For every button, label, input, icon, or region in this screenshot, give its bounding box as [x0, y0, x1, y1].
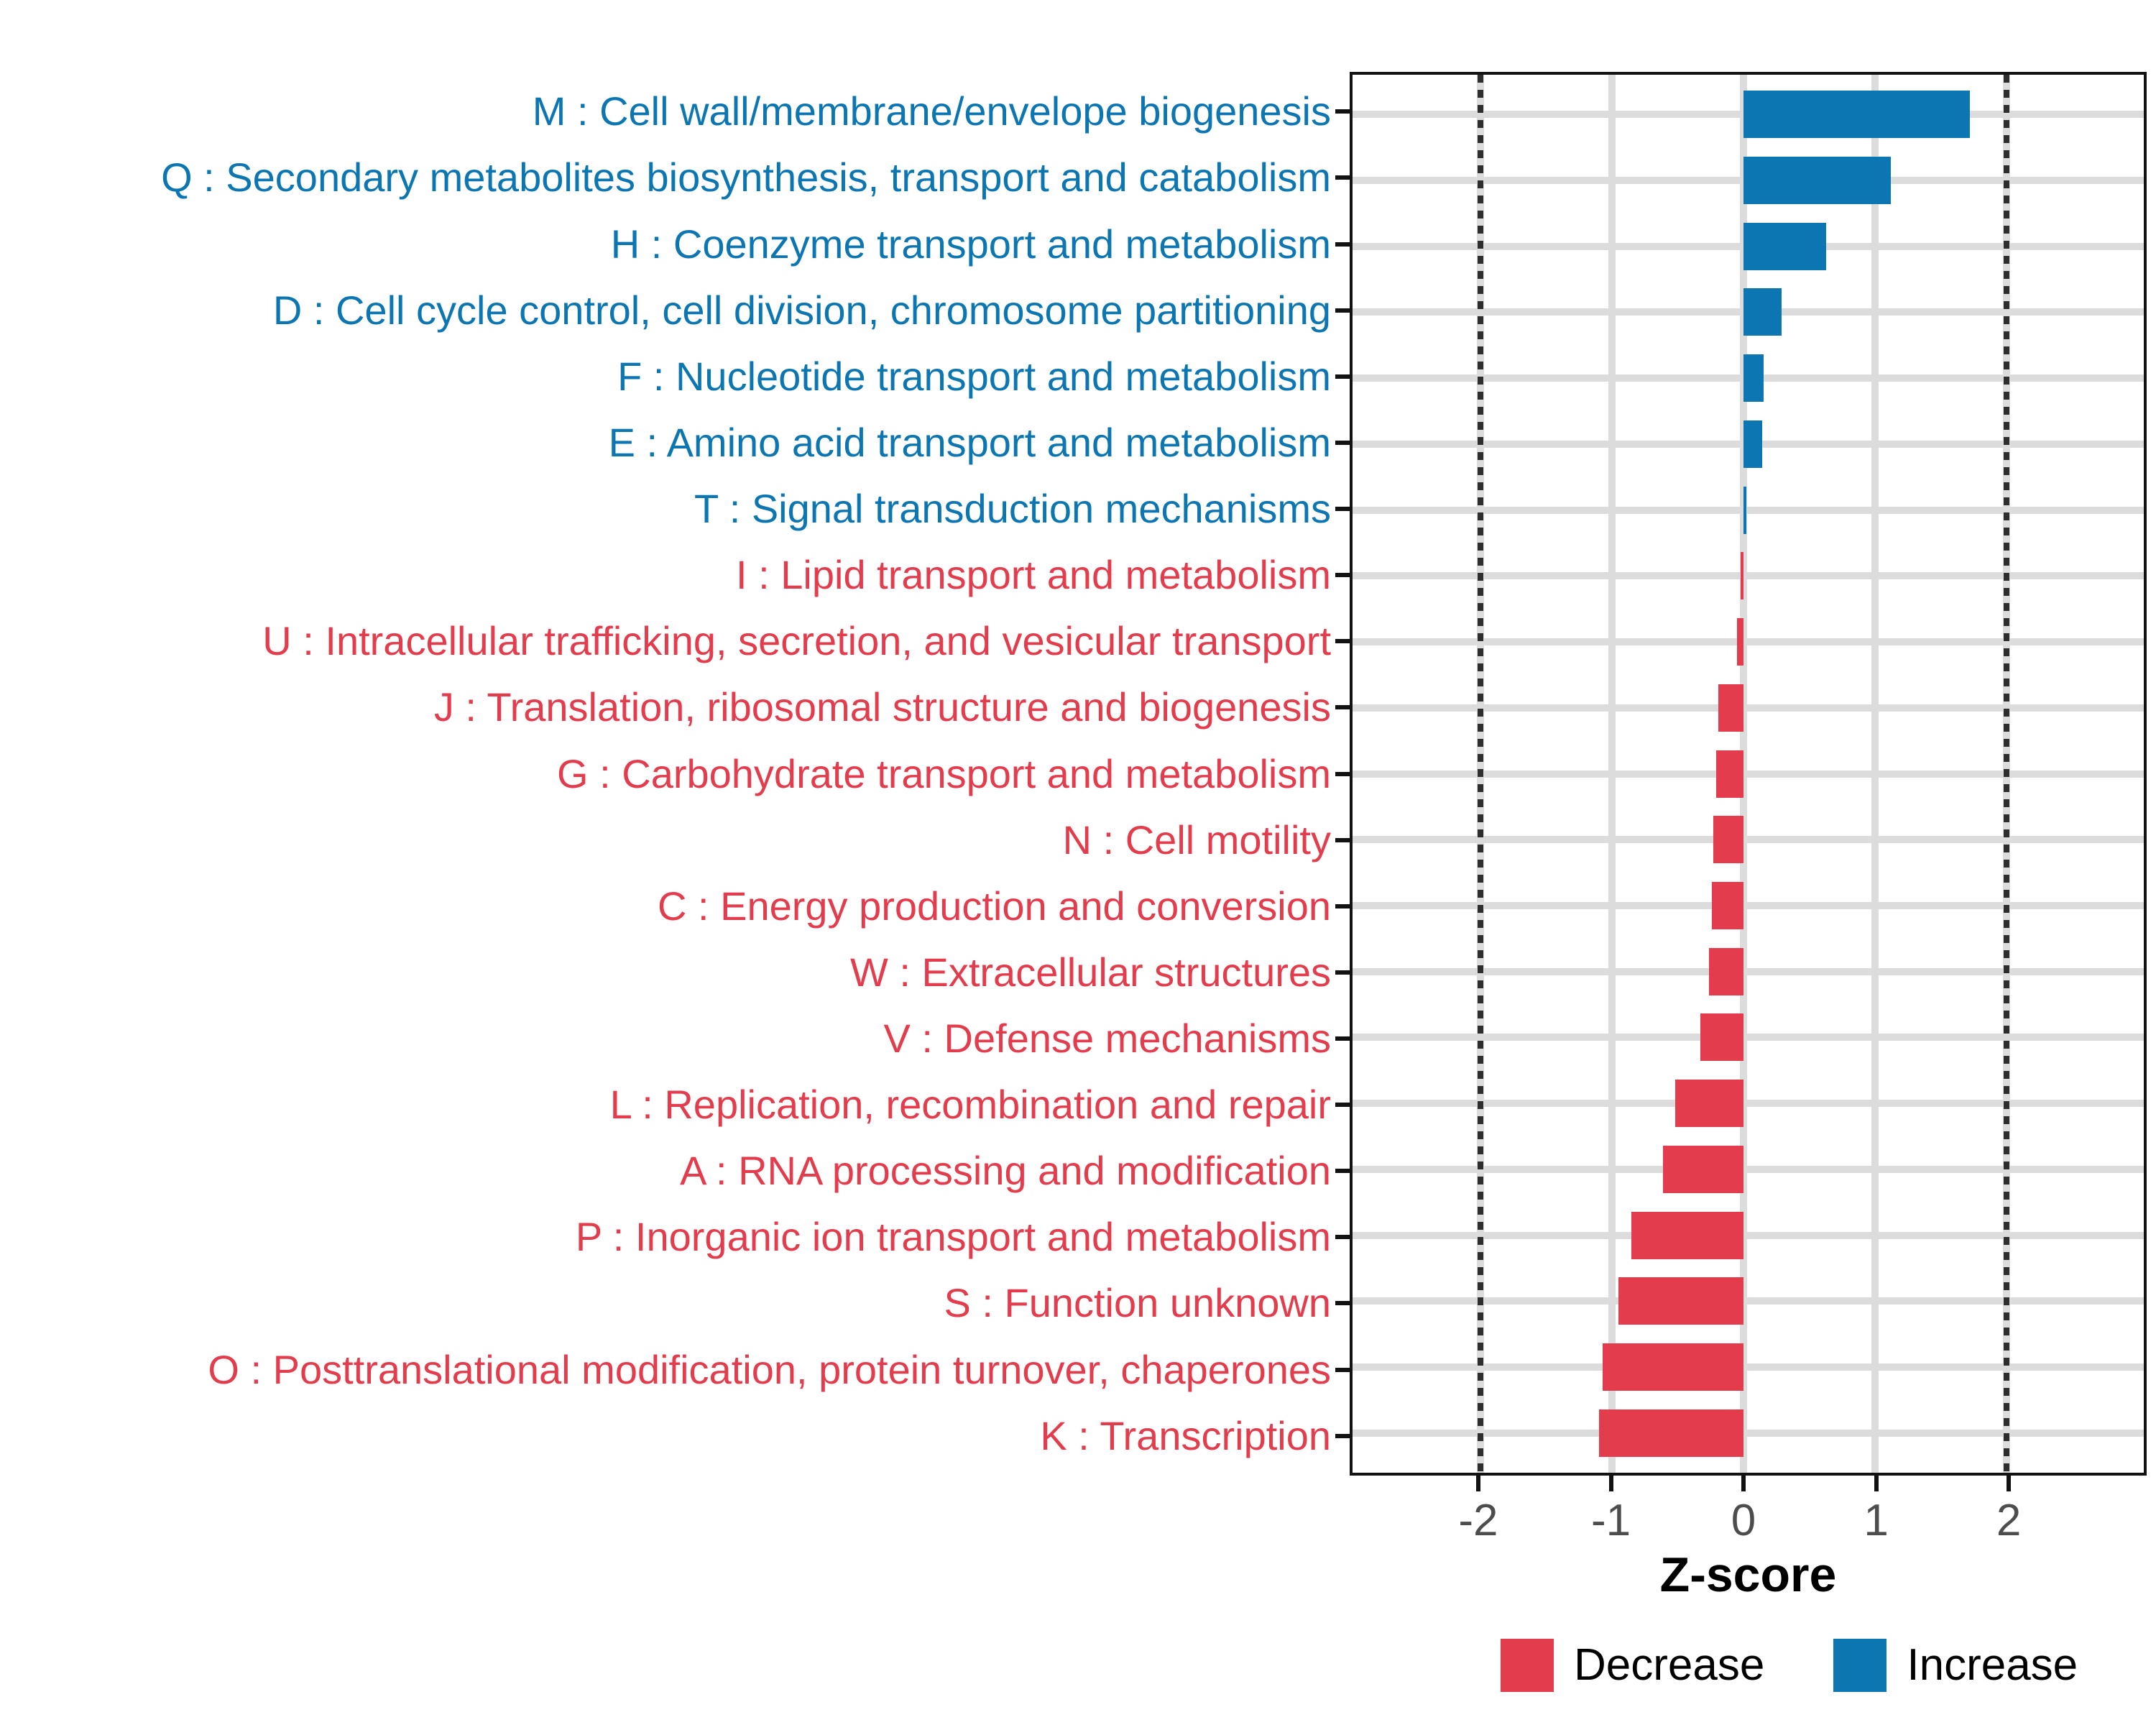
category-label-A: A : RNA processing and modification	[680, 1148, 1331, 1194]
gridline-y-P	[1353, 1232, 2144, 1239]
bar-C	[1712, 882, 1743, 929]
category-label-Q: Q : Secondary metabolites biosynthesis, transport and catabolism	[161, 155, 1331, 201]
plot-panel	[1350, 72, 2147, 1476]
gridline-y-C	[1353, 902, 2144, 909]
y-tick-F	[1335, 374, 1350, 379]
y-tick-C	[1335, 904, 1350, 908]
legend-label-increase: Increase	[1907, 1640, 2078, 1690]
bar-D	[1743, 288, 1782, 336]
bar-J	[1718, 684, 1743, 732]
gridline-y-K	[1353, 1430, 2144, 1437]
y-tick-K	[1335, 1434, 1350, 1438]
category-label-U: U : Intracellular trafficking, secretion, and vesicular transport	[262, 618, 1331, 664]
y-tick-N	[1335, 838, 1350, 842]
x-tick-label-0: 0	[1731, 1496, 1756, 1545]
category-label-F: F : Nucleotide transport and metabolism	[617, 353, 1331, 399]
y-tick-D	[1335, 308, 1350, 313]
y-tick-A	[1335, 1169, 1350, 1173]
legend-label-decrease: Decrease	[1574, 1640, 1765, 1690]
gridline-y-G	[1353, 770, 2144, 778]
bar-G	[1716, 750, 1743, 798]
bar-N	[1713, 816, 1743, 863]
x-tick-label-1: 1	[1864, 1496, 1889, 1545]
y-tick-J	[1335, 705, 1350, 709]
bar-Q	[1743, 157, 1891, 204]
y-tick-T	[1335, 507, 1350, 511]
y-tick-L	[1335, 1103, 1350, 1107]
dotted-reference-line--2	[1478, 75, 1483, 1473]
gridline-y-N	[1353, 836, 2144, 843]
y-tick-M	[1335, 109, 1350, 114]
legend-item-increase	[1833, 1639, 2078, 1692]
y-tick-W	[1335, 970, 1350, 975]
bar-A	[1663, 1146, 1743, 1193]
increase-color-swatch	[1833, 1639, 1886, 1692]
y-tick-P	[1335, 1235, 1350, 1239]
category-label-J: J : Translation, ribosomal structure and biogenesis	[433, 684, 1331, 730]
bar-E	[1743, 420, 1762, 468]
y-tick-O	[1335, 1368, 1350, 1372]
x-axis-title: Z-score	[1659, 1547, 1837, 1602]
gridline-y-A	[1353, 1166, 2144, 1173]
gridline-y-J	[1353, 704, 2144, 712]
bar-F	[1743, 354, 1763, 402]
category-label-O: O : Posttranslational modification, protein turnover, chaperones	[208, 1346, 1331, 1392]
category-label-M: M : Cell wall/membrane/envelope biogenesis	[532, 88, 1331, 134]
gridline-x-1	[1871, 75, 1879, 1473]
category-label-L: L : Replication, recombination and repair	[609, 1082, 1331, 1128]
x-tick-1	[1874, 1476, 1879, 1491]
bar-V	[1700, 1013, 1743, 1061]
legend	[1501, 1639, 2147, 1692]
category-axis-labels	[0, 72, 1331, 1476]
x-tick--2	[1476, 1476, 1480, 1491]
gridline-y-L	[1353, 1100, 2144, 1107]
category-label-W: W : Extracellular structures	[849, 949, 1331, 995]
category-label-H: H : Coenzyme transport and metabolism	[610, 221, 1331, 267]
bar-U	[1737, 618, 1743, 666]
gridline-y-S	[1353, 1297, 2144, 1305]
category-label-P: P : Inorganic ion transport and metabolism	[575, 1214, 1331, 1260]
y-tick-I	[1335, 573, 1350, 577]
bar-H	[1743, 223, 1826, 270]
bar-K	[1599, 1409, 1744, 1457]
gridline-y-T	[1353, 507, 2144, 514]
category-label-T: T : Signal transduction mechanisms	[694, 486, 1331, 531]
x-tick-0	[1741, 1476, 1746, 1491]
gridline-y-W	[1353, 968, 2144, 975]
gridline-x--1	[1608, 75, 1616, 1473]
x-tick-label--2: -2	[1458, 1496, 1498, 1545]
y-tick-S	[1335, 1301, 1350, 1305]
gridline-y-O	[1353, 1363, 2144, 1371]
dotted-reference-line-2	[2004, 75, 2009, 1473]
bar-S	[1618, 1277, 1743, 1325]
x-tick-label-2: 2	[1996, 1496, 2022, 1545]
bar-M	[1743, 91, 1970, 138]
gridline-y-V	[1353, 1034, 2144, 1041]
category-label-I: I : Lipid transport and metabolism	[736, 552, 1331, 598]
y-tick-Q	[1335, 175, 1350, 180]
category-axis-ticks	[1335, 72, 1350, 1476]
y-tick-G	[1335, 772, 1350, 776]
category-label-E: E : Amino acid transport and metabolism	[608, 419, 1331, 465]
bar-W	[1709, 948, 1743, 995]
x-tick-label--1: -1	[1590, 1496, 1631, 1545]
gridline-y-U	[1353, 638, 2144, 645]
bar-T	[1743, 487, 1746, 534]
bar-L	[1675, 1080, 1743, 1127]
x-tick--1	[1609, 1476, 1613, 1491]
bar-I	[1741, 552, 1743, 599]
decrease-color-swatch	[1501, 1639, 1554, 1692]
bar-O	[1603, 1343, 1743, 1391]
category-label-G: G : Carbohydrate transport and metabolism	[557, 750, 1331, 796]
y-tick-H	[1335, 242, 1350, 247]
category-label-V: V : Defense mechanisms	[883, 1015, 1331, 1061]
y-tick-V	[1335, 1036, 1350, 1041]
category-label-N: N : Cell motility	[1062, 816, 1331, 862]
category-label-C: C : Energy production and conversion	[658, 883, 1331, 929]
x-tick-2	[2007, 1476, 2011, 1491]
gridline-y-I	[1353, 572, 2144, 579]
category-label-K: K : Transcription	[1040, 1412, 1331, 1458]
category-label-S: S : Function unknown	[944, 1280, 1331, 1326]
category-label-D: D : Cell cycle control, cell division, chromosome partitioning	[272, 287, 1331, 333]
bar-P	[1631, 1212, 1743, 1259]
y-tick-E	[1335, 441, 1350, 445]
y-tick-U	[1335, 639, 1350, 643]
legend-item-decrease	[1501, 1639, 1764, 1692]
